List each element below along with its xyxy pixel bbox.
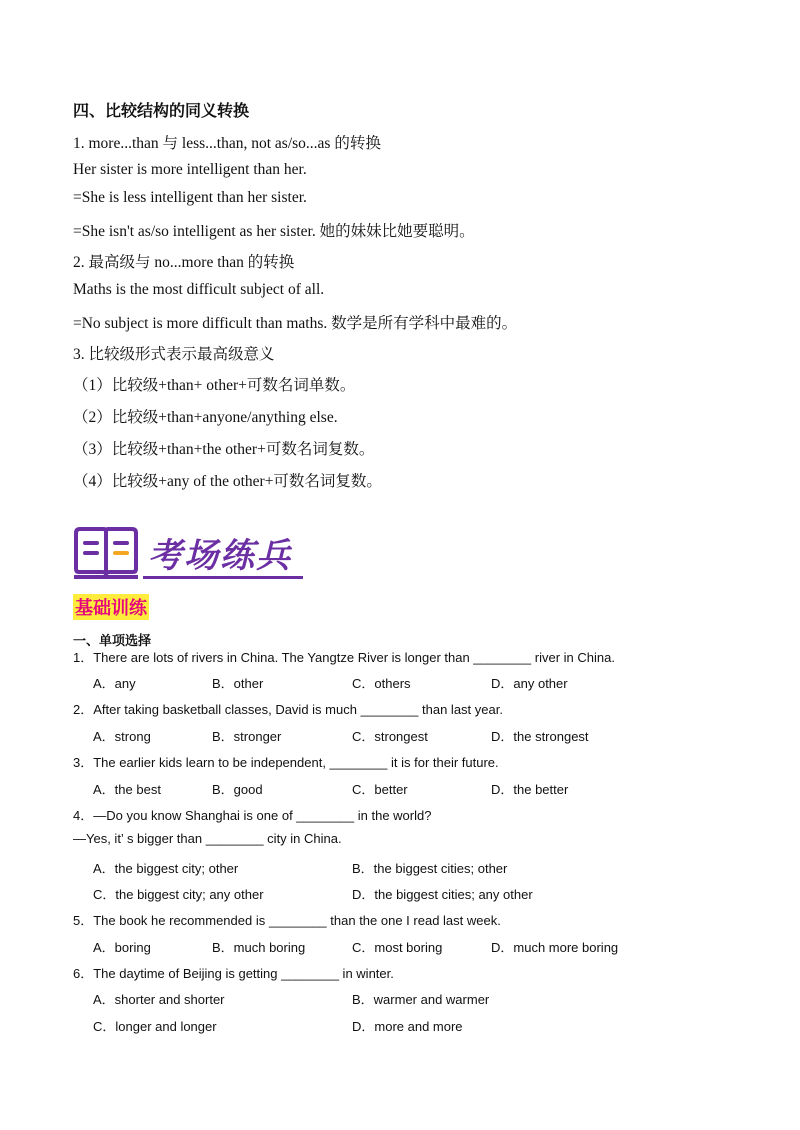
grammar-point-2-title: 2. 最高级与 no...more than 的转换 xyxy=(73,254,295,271)
grammar-example: =She isn't as/so intelligent as her sister. 她的妹妹比她要聪明。 xyxy=(73,223,475,240)
grammar-example: =No subject is more difficult than maths. 数学是所有学科中最难的。 xyxy=(73,315,518,332)
option-a[interactable]: A．strong xyxy=(93,729,151,744)
option-c[interactable]: C．strongest xyxy=(352,729,428,744)
book-icon xyxy=(73,525,139,581)
option-c[interactable]: C．most boring xyxy=(352,940,443,955)
banner-underline xyxy=(143,576,303,579)
question-stem: 5．The book he recommended is ________ than the one I read last week. xyxy=(73,913,501,928)
option-b[interactable]: B．good xyxy=(212,782,263,797)
grammar-list-item: （3）比较级+than+the other+可数名词复数。 xyxy=(73,441,375,458)
grammar-example: Her sister is more intelligent than her. xyxy=(73,161,307,178)
option-a[interactable]: A．any xyxy=(93,676,136,691)
option-b[interactable]: B．other xyxy=(212,676,264,691)
option-d[interactable]: D．any other xyxy=(491,676,568,691)
part-title: 一、单项选择 xyxy=(73,633,152,648)
question-stem: 3．The earlier kids learn to be independent, ________ it is for their future. xyxy=(73,755,499,770)
question-stem: 6．The daytime of Beijing is getting ________ in winter. xyxy=(73,966,394,981)
question-stem-reply: —Yes, it’ s bigger than ________ city in China. xyxy=(73,831,342,846)
option-a[interactable]: A．the best xyxy=(93,782,161,797)
grammar-list-item: （1）比较级+than+ other+可数名词单数。 xyxy=(73,377,356,394)
banner-title: 考场练兵 xyxy=(148,536,292,576)
option-b[interactable]: B．stronger xyxy=(212,729,282,744)
option-d[interactable]: D．much more boring xyxy=(491,940,619,955)
option-a[interactable]: A．boring xyxy=(93,940,151,955)
option-c[interactable]: C．others xyxy=(352,676,411,691)
basic-training-label: 基础训练 xyxy=(73,594,149,620)
grammar-list-item: （4）比较级+any of the other+可数名词复数。 xyxy=(73,473,382,490)
option-a[interactable]: A．shorter and shorter xyxy=(93,992,225,1007)
option-b[interactable]: B．much boring xyxy=(212,940,306,955)
grammar-list-item: （2）比较级+than+anyone/anything else. xyxy=(73,409,338,426)
question-stem: 1．There are lots of rivers in China. The Yangtze River is longer than ________ river in China. xyxy=(73,650,615,665)
option-b[interactable]: B．the biggest cities; other xyxy=(352,861,508,876)
question-stem: 4．—Do you know Shanghai is one of ________ in the world? xyxy=(73,808,432,823)
option-c[interactable]: C．the biggest city; any other xyxy=(93,887,264,902)
option-c[interactable]: C．longer and longer xyxy=(93,1019,217,1034)
option-d[interactable]: D．more and more xyxy=(352,1019,463,1034)
option-b[interactable]: B．warmer and warmer xyxy=(352,992,490,1007)
option-d[interactable]: D．the better xyxy=(491,782,569,797)
grammar-point-1-title: 1. more...than 与 less...than, not as/so...as 的转换 xyxy=(73,135,381,152)
question-stem: 2．After taking basketball classes, David is much ________ than last year. xyxy=(73,702,503,717)
option-c[interactable]: C．better xyxy=(352,782,408,797)
grammar-point-3-title: 3. 比较级形式表示最高级意义 xyxy=(73,346,275,363)
section-title: 四、比较结构的同义转换 xyxy=(73,103,250,120)
grammar-example: Maths is the most difficult subject of all. xyxy=(73,281,325,298)
option-d[interactable]: D．the strongest xyxy=(491,729,589,744)
option-d[interactable]: D．the biggest cities; any other xyxy=(352,887,533,902)
option-a[interactable]: A．the biggest city; other xyxy=(93,861,239,876)
grammar-example: =She is less intelligent than her sister. xyxy=(73,189,307,206)
